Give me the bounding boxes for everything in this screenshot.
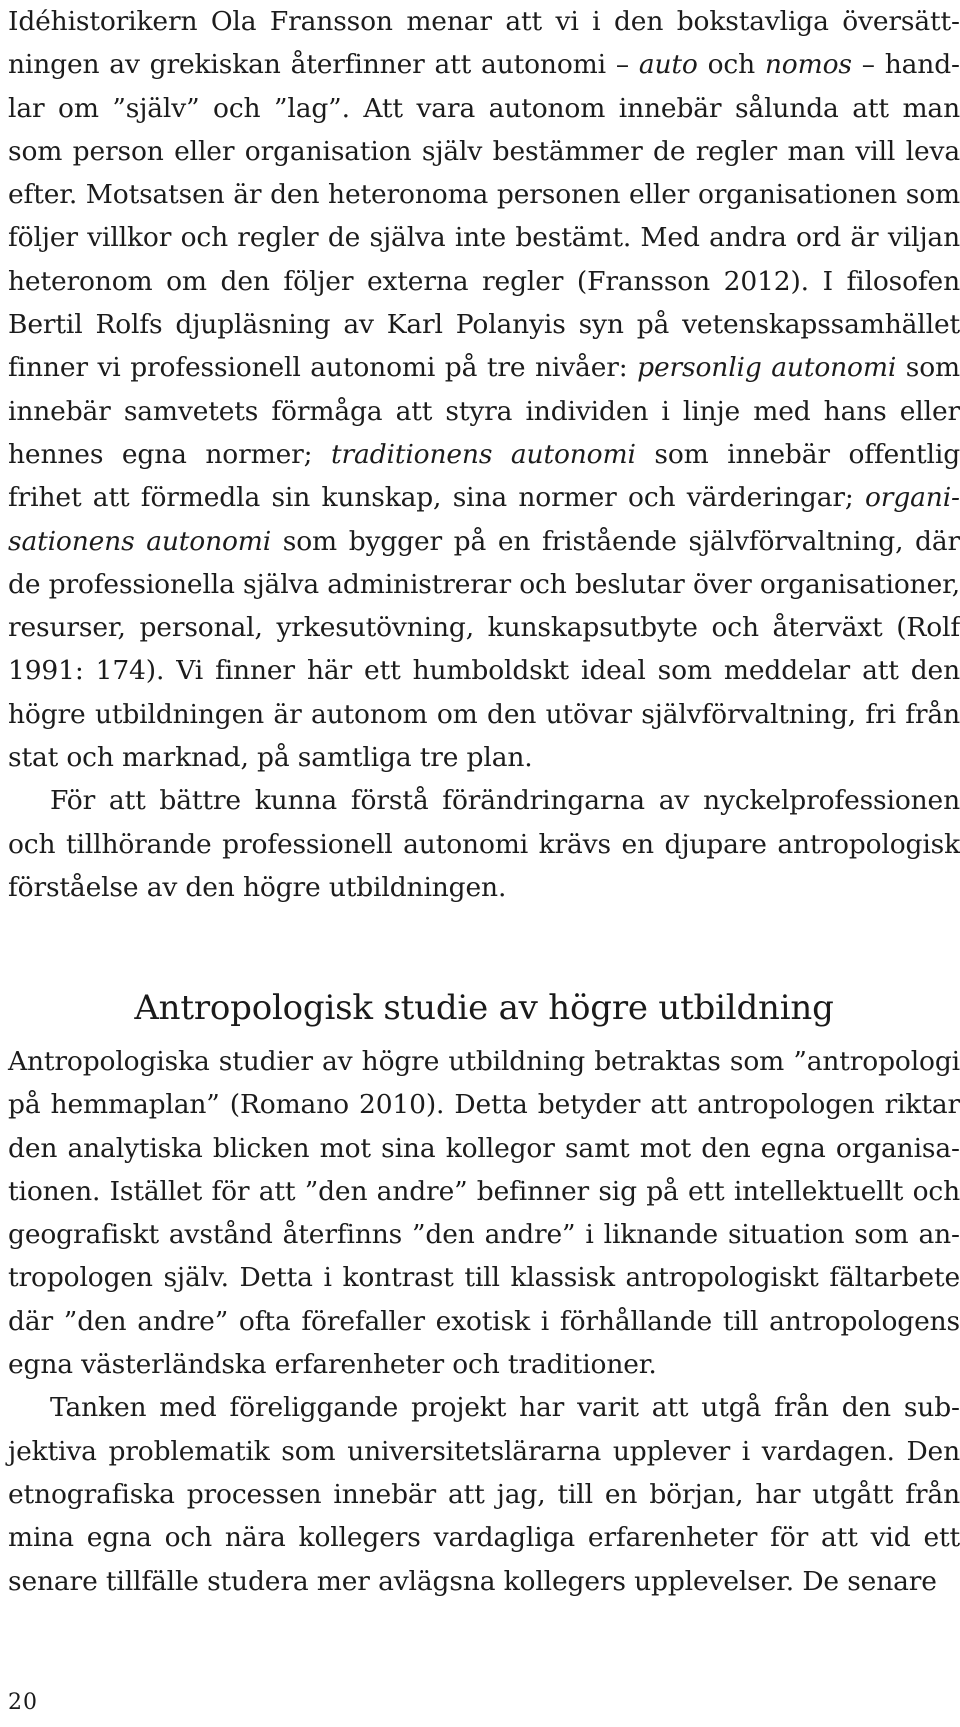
- section-anthropology: [8, 1040, 960, 1603]
- text-run: Idéhistorikern Ola Fransson menar att vi i den bokstavliga översättningen av grekiskan återfinner att autonomi –: [8, 6, 960, 81]
- section-autonomy: [8, 0, 960, 909]
- italic-term-tradition-autonomy: traditionens autonomi: [331, 438, 636, 470]
- text-run: som bygger på en fristående självförvaltning, där de professionella själva administrerar och beslutar över organisationer, resurser, personal, yrkesutövning, kunskapsutbyte och återväxt (Rolf 1991: 174). Vi finner här ett humboldskt ideal som meddelar att den högre utbildningen är autonom om den utövar självförvaltning, fri från stat och marknad, på samtliga tre plan.: [8, 525, 960, 774]
- book-page: [8, 0, 960, 1727]
- italic-term-organisation-autonomy: organisationens autonomi: [8, 482, 960, 557]
- text-run: som innebär offentlig frihet att förmedla sin kunskap, sina normer och värderingar;: [8, 438, 960, 514]
- paragraph-autonomy-definition: [8, 0, 960, 779]
- italic-term-auto: auto: [638, 49, 698, 81]
- paragraph-understanding: För att bättre kunna förstå förändringarna av nyckelprofessionen och tillhörande professionell autonomi krävs en djupare antropologisk förståelse av den högre utbildningen.: [8, 785, 960, 903]
- text-run: – handlar om ”själv” och ”lag”. Att vara autonom innebär sålunda att man som person eller organisation själv bestämmer de regler man vill leva efter. Motsatsen är den heteronoma personen eller organisationen som följer villkor och regler de själva inte bestämt. Med andra ord är viljan heteronom om den följer externa regler (Fransson 2012). I filosofen Bertil Rolfs djupläsning av Karl Polanyis syn på vetenskapssamhället finner vi professionell autonomi på tre nivåer:: [8, 49, 960, 384]
- section-heading: Antropologisk studie av högre utbildning: [134, 988, 834, 1028]
- text-run: som innebär samvetets förmåga att styra individen i linje med hans eller hennes egna normer;: [8, 352, 960, 470]
- paragraph-anthropology-home: Antropologiska studier av högre utbildning betraktas som ”antropologi på hemmaplan” (Romano 2010). Detta betyder att antropologen riktar den analytiska blicken mot sina kollegor samt mot den egna organisationen. Istället för att ”den andre” befinner sig på ett intellektuellt och geografiskt avstånd återfinns ”den andre” i liknande situation som antropologen själv. Detta i kontrast till klassisk antropologiskt fältarbete där ”den andre” ofta förefaller exotisk i förhållande till antropologens egna västerländska erfarenheter och traditioner.: [8, 1046, 960, 1381]
- italic-term-nomos: nomos: [764, 49, 852, 81]
- page-number: 20: [8, 1690, 38, 1715]
- paragraph-project-idea: Tanken med föreliggande projekt har varit att utgå från den subjektiva problematik som universitetslärarna upplever i vardagen. Den etnografiska processen innebär att jag, till en början, har utgått från mina egna och nära kollegers vardagliga erfarenheter för att vid ett senare tillfälle studera mer avlägsna kollegers upplevelser. De senare: [8, 1392, 960, 1597]
- text-run: och: [697, 49, 765, 81]
- italic-term-personal-autonomy: personlig autonomi: [637, 352, 897, 384]
